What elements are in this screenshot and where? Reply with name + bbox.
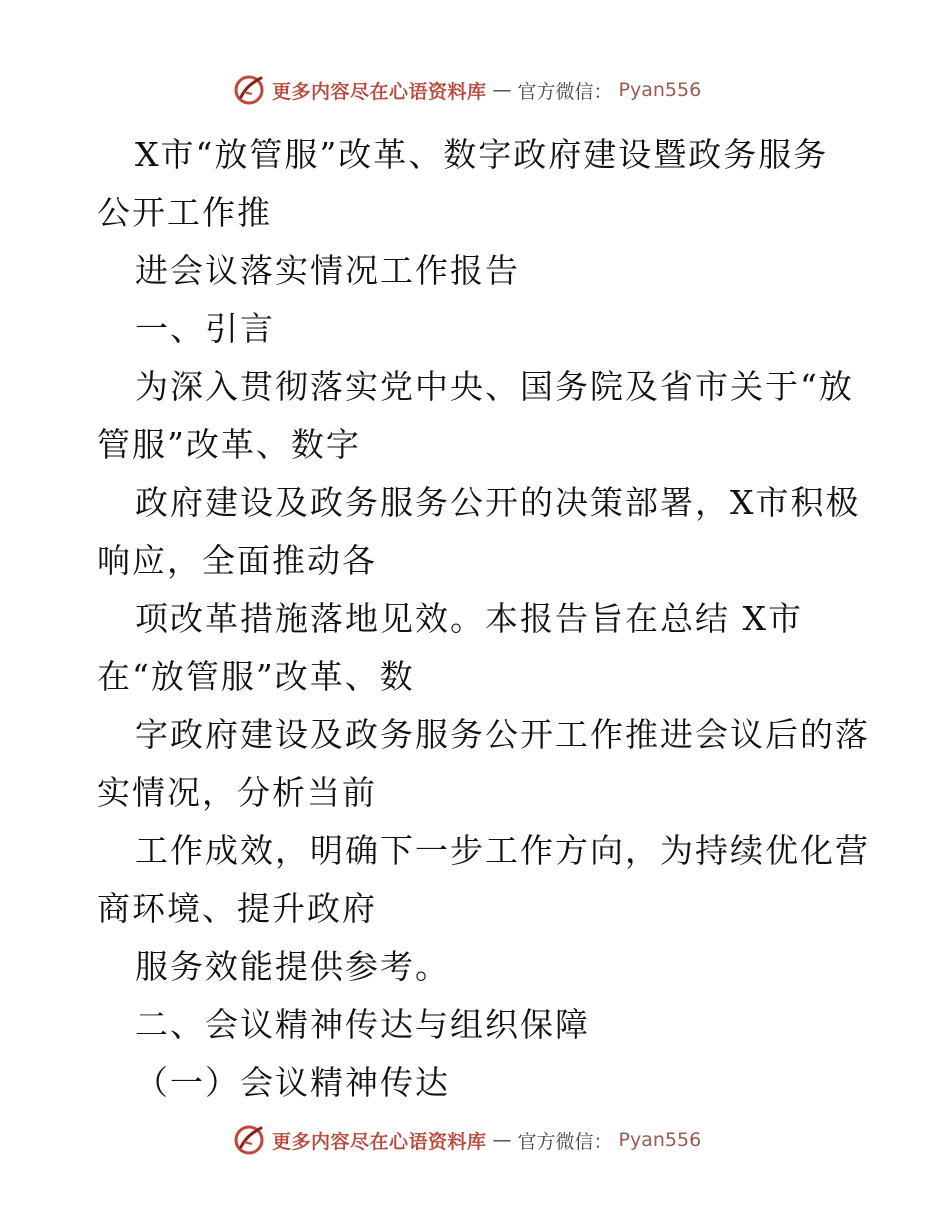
quill-swirl-logo-icon xyxy=(232,73,266,107)
watermark-separator: — xyxy=(492,1129,512,1151)
watermark-separator: — xyxy=(492,79,512,101)
watermark-brand: 更多内容尽在心语资料库 xyxy=(272,80,487,103)
watermark-brand: 更多内容尽在心语资料库 xyxy=(272,1130,487,1153)
quill-swirl-logo-icon xyxy=(232,1123,266,1157)
watermark-banner-bottom xyxy=(232,1120,701,1160)
paragraph-line: 政府建设及政务服务公开的决策部署，X市积极 xyxy=(135,483,861,522)
watermark-account: Pyan556 xyxy=(618,79,702,101)
paragraph-line: 在“放管服”改革、数 xyxy=(97,657,415,696)
watermark-official-label: 官方微信： xyxy=(517,80,613,103)
subsection-heading-meeting-spirit: （一）会议精神传达 xyxy=(135,1063,450,1102)
watermark-account: Pyan556 xyxy=(618,1129,702,1151)
paragraph-line: 为深入贯彻落实党中央、国务院及省市关于“放 xyxy=(135,367,854,406)
title-line-3: 进会议落实情况工作报告 xyxy=(135,251,520,290)
paragraph-line: 服务效能提供参考。 xyxy=(135,947,450,986)
document-body xyxy=(97,126,887,1112)
paragraph-line: 字政府建设及政务服务公开工作推进会议后的落 xyxy=(135,715,870,754)
title-line-2: 公开工作推 xyxy=(97,193,272,232)
paragraph-line: 商环境、提升政府 xyxy=(97,889,377,928)
section-heading-meeting-spirit: 二、会议精神传达与组织保障 xyxy=(135,1005,590,1044)
paragraph-line: 实情况，分析当前 xyxy=(97,773,377,812)
section-heading-introduction: 一、引言 xyxy=(135,309,275,348)
paragraph-line: 管服”改革、数字 xyxy=(97,425,361,464)
title-line-1: X市“放管服”改革、数字政府建设暨政务服务 xyxy=(135,135,829,174)
paragraph-line: 响应，全面推动各 xyxy=(97,541,377,580)
watermark-banner-top xyxy=(232,70,701,110)
watermark-official-label: 官方微信： xyxy=(517,1130,613,1153)
paragraph-line: 工作成效，明确下一步工作方向，为持续优化营 xyxy=(135,831,870,870)
paragraph-line: 项改革措施落地见效。本报告旨在总结 X市 xyxy=(135,599,803,638)
